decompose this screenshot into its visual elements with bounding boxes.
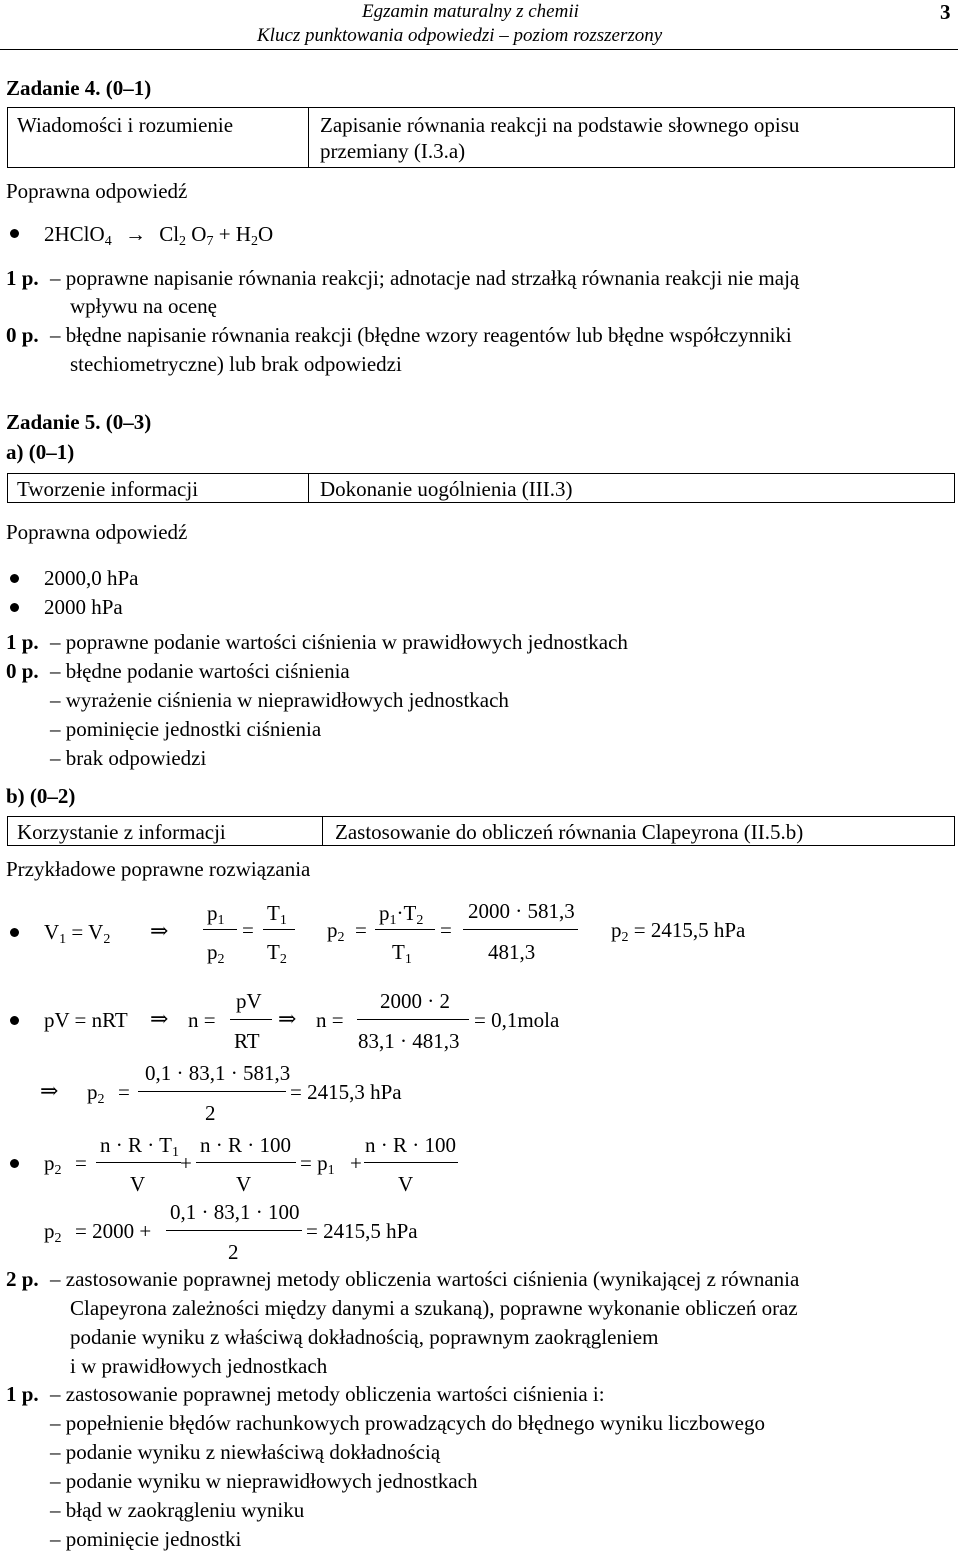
implies-arrow-icon: ⇒	[40, 1078, 59, 1103]
task5b-solutions-heading: Przykładowe poprawne rozwiązania	[6, 857, 311, 881]
p2-sub: 2	[97, 1092, 105, 1107]
p1: p	[207, 901, 218, 925]
task5b-score2-text-2: Clapeyrona zależności między danymi a szukaną), poprawne wykonanie obliczeń oraz	[70, 1296, 798, 1320]
task4-score0-label: 0 p.	[6, 323, 39, 347]
task5b-box-divider	[322, 816, 323, 846]
task4-box-left: Wiadomości i rozumienie	[17, 113, 234, 137]
den-t1: T	[392, 940, 405, 964]
task4-equation	[44, 222, 274, 249]
task5b-score1-sub-1: – popełnienie błędów rachunkowych prowadzących do błędnego wyniku liczbowego	[50, 1411, 765, 1435]
num-t2-sub: 2	[416, 913, 424, 928]
sol3-plus: +	[180, 1151, 192, 1175]
t1: T	[267, 901, 280, 925]
task5a-answer-1: 2000,0 hPa	[44, 566, 139, 590]
bullet	[10, 1159, 19, 1168]
sol1-p2	[207, 940, 225, 967]
task5a-score0-sub-3: – brak odpowiedzi	[50, 746, 207, 770]
p1-sub: 1	[327, 1163, 335, 1178]
fraction-bar	[375, 929, 435, 930]
task5b-score1-sub-3: – podanie wyniku w nieprawidłowych jednostkach	[50, 1469, 478, 1493]
sol2-den-rt: RT	[234, 1029, 260, 1053]
sol2-den2: 2	[205, 1101, 216, 1125]
sol3-den3: V	[398, 1172, 414, 1196]
task5-title: Zadanie 5. (0–3)	[6, 410, 152, 434]
task4-score0-text-2: stechiometryczne) lub brak odpowiedzi	[70, 352, 402, 376]
task5b-score2-label: 2 p.	[6, 1267, 39, 1291]
task5b-score2-text-1: – zastosowanie poprawnej metody obliczenia wartości ciśnienia (wynikającej z równania	[50, 1267, 800, 1291]
fraction-bar	[463, 929, 578, 930]
sol1-p1	[207, 901, 225, 928]
eq-o-sub: 7	[206, 234, 214, 249]
result-p: p	[611, 918, 622, 942]
result-value: = 2415,5 hPa	[633, 918, 746, 942]
sol2-n-eq: n =	[188, 1008, 216, 1032]
task5a-score0-label: 0 p.	[6, 659, 39, 683]
sol2-num2: 0,1 · 83,1 · 581,3	[145, 1061, 291, 1085]
p2-lhs-sub: 2	[337, 930, 345, 945]
fraction-bar	[263, 929, 295, 930]
task5b-box-right: Zastosowanie do obliczeń równania Clapeyrona (II.5.b)	[335, 820, 804, 844]
den-t1-sub: 1	[404, 952, 412, 967]
fraction-bar	[364, 1162, 458, 1163]
header-rule	[0, 49, 958, 50]
header-exam-title: Egzamin maturalny z chemii	[362, 1, 579, 22]
bullet	[10, 603, 19, 612]
task5a-score1-text: – poprawne podanie wartości ciśnienia w prawidłowych jednostkach	[50, 630, 628, 654]
p2: p	[44, 1151, 55, 1175]
t1-sub: 1	[279, 913, 287, 928]
fraction-bar	[203, 929, 237, 930]
eq-h-sub: 2	[250, 234, 258, 249]
implies-arrow-icon: ⇒	[278, 1006, 297, 1031]
sol3-line2-num: 0,1 · 83,1 · 100	[170, 1200, 300, 1224]
sol1-eq3: =	[440, 918, 452, 942]
sol2-pv: pV = nRT	[44, 1008, 128, 1032]
page-number: 3	[940, 0, 951, 24]
task5a-answer-2: 2000 hPa	[44, 595, 123, 619]
t2: T	[267, 940, 280, 964]
sol3-num2: n · R · 100	[200, 1133, 291, 1157]
sol1-t2	[267, 940, 287, 967]
task4-score0-text-1: – błędne napisanie równania reakcji (błędne wzory reagentów lub błędne współczynniki	[50, 323, 792, 347]
task5b-score2-text-4: i w prawidłowych jednostkach	[70, 1354, 328, 1378]
task5b-title: b) (0–2)	[6, 784, 76, 808]
eq-lhs: 2HClO	[44, 222, 105, 246]
sol3-num1	[100, 1133, 179, 1160]
bullet	[10, 928, 19, 937]
eq-cl: Cl	[159, 222, 180, 246]
eq-o: O	[191, 222, 207, 246]
eq-water-o: O	[257, 222, 274, 246]
task5a-box-left: Tworzenie informacji	[17, 477, 199, 501]
num-p1: p	[379, 901, 390, 925]
line2-p2: p	[44, 1219, 55, 1243]
sol3-line2-den: 2	[228, 1240, 239, 1264]
task4-score1-text-1: – poprawne napisanie równania reakcji; adnotacje nad strzałką równania reakcji nie mają	[50, 266, 800, 290]
eq-lhs-sub: 4	[104, 234, 112, 249]
task5b-score1-sub-5: – pominięcie jednostki	[50, 1527, 242, 1551]
sol1-t1	[267, 901, 287, 928]
num-p1-sub: 1	[389, 913, 397, 928]
bullet	[10, 229, 19, 238]
sol1-eq: =	[242, 918, 254, 942]
num1-sub: 1	[171, 1145, 179, 1160]
eq-cl-sub: 2	[179, 234, 187, 249]
sol3-num3: n · R · 100	[365, 1133, 456, 1157]
sol2-result2: = 2415,3 hPa	[290, 1080, 402, 1104]
implies-arrow-icon: ⇒	[150, 918, 169, 943]
sol1-den-symbolic	[392, 940, 412, 967]
fraction-bar	[166, 1230, 302, 1231]
sol1-p2-lhs	[327, 918, 345, 945]
task4-box-divider	[308, 107, 309, 168]
fraction-bar	[357, 1019, 469, 1020]
task5a-score1-label: 1 p.	[6, 630, 39, 654]
header-key-title: Klucz punktowania odpowiedzi – poziom rozszerzony	[257, 25, 663, 46]
sol3-eq: =	[75, 1151, 87, 1175]
task5a-score0-sub-1: – wyrażenie ciśnienia w nieprawidłowych jednostkach	[50, 688, 509, 712]
sol1-eq2: =	[355, 918, 367, 942]
result-sub: 2	[621, 930, 629, 945]
reaction-arrow: →	[124, 222, 146, 246]
task4-box-right-2: przemiany (I.3.a)	[320, 139, 466, 163]
p2-lhs: p	[327, 918, 338, 942]
task5b-score1-sub-2: – podanie wyniku z niewłaściwą dokładnością	[50, 1440, 441, 1464]
sol2-eq: =	[118, 1080, 130, 1104]
bullet	[10, 574, 19, 583]
task4-answer-heading: Poprawna odpowiedź	[6, 179, 188, 203]
fraction-bar	[196, 1162, 296, 1163]
task4-title: Zadanie 4. (0–1)	[6, 76, 152, 100]
num-t2: ·T	[396, 901, 417, 925]
sol3-line2-p2	[44, 1219, 62, 1246]
task5b-box-left: Korzystanie z informacji	[17, 820, 226, 844]
p1-sub: 1	[217, 913, 225, 928]
fraction-bar	[230, 1019, 272, 1020]
task5a-box-divider	[308, 473, 309, 503]
p2: p	[87, 1080, 98, 1104]
sol1-result	[611, 918, 746, 945]
sol2-num-pv: pV	[236, 989, 262, 1013]
task4-box-right-1: Zapisanie równania reakcji na podstawie słownego opisu	[320, 113, 800, 137]
v1: V	[44, 920, 60, 944]
num1: n · R · T	[100, 1133, 172, 1157]
sol3-eq2	[300, 1151, 335, 1178]
sol1-num-symbolic	[379, 901, 424, 928]
sol2-n-eq2: n =	[316, 1008, 344, 1032]
task5a-box-right: Dokonanie uogólnienia (III.3)	[320, 477, 573, 501]
task4-score1-text-2: wpływu na ocenę	[70, 294, 217, 318]
p2-sub: 2	[54, 1163, 62, 1178]
sol3-plus2: +	[350, 1151, 362, 1175]
sol3-line2-lhs: = 2000 +	[75, 1219, 152, 1243]
task5a-answer-heading: Poprawna odpowiedź	[6, 520, 188, 544]
task5a-score0-text: – błędne podanie wartości ciśnienia	[50, 659, 350, 683]
eq-plus-h: + H	[218, 222, 251, 246]
t2-sub: 2	[279, 952, 287, 967]
line2-p2-sub: 2	[54, 1231, 62, 1246]
sol1-v-equality	[44, 920, 111, 947]
task5b-score1-text: – zastosowanie poprawnej metody obliczenia wartości ciśnienia i:	[50, 1382, 605, 1406]
sol3-line2-result: = 2415,5 hPa	[306, 1219, 418, 1243]
fraction-bar	[138, 1091, 286, 1092]
sol3-den1: V	[130, 1172, 146, 1196]
p2-sub: 2	[217, 952, 225, 967]
task5b-score1-sub-4: – błąd w zaokrągleniu wyniku	[50, 1498, 305, 1522]
sol3-p2	[44, 1151, 62, 1178]
task5b-score2-text-3: podanie wyniku z właściwą dokładnością, poprawnym zaokrągleniem	[70, 1325, 659, 1349]
task5b-score1-label: 1 p.	[6, 1382, 39, 1406]
sol2-num-values: 2000 · 2	[380, 989, 450, 1013]
sol3-den2: V	[236, 1172, 252, 1196]
bullet	[10, 1016, 19, 1025]
sol2-result: = 0,1mola	[474, 1008, 560, 1032]
sol1-num-values: 2000 · 581,3	[468, 899, 575, 923]
v-eq: = V	[71, 920, 104, 944]
task5a-score0-sub-2: – pominięcie jednostki ciśnienia	[50, 717, 322, 741]
implies-arrow-icon: ⇒	[150, 1006, 169, 1031]
task4-score1-label: 1 p.	[6, 266, 39, 290]
p2: p	[207, 940, 218, 964]
v2-sub: 2	[103, 932, 111, 947]
v1-sub: 1	[59, 932, 67, 947]
sol1-den-values: 481,3	[488, 940, 536, 964]
fraction-bar	[96, 1162, 181, 1163]
task5a-title: a) (0–1)	[6, 440, 75, 464]
sol2-den-values: 83,1 · 481,3	[358, 1029, 460, 1053]
eq2: = p	[300, 1151, 328, 1175]
sol2-p2	[87, 1080, 105, 1107]
